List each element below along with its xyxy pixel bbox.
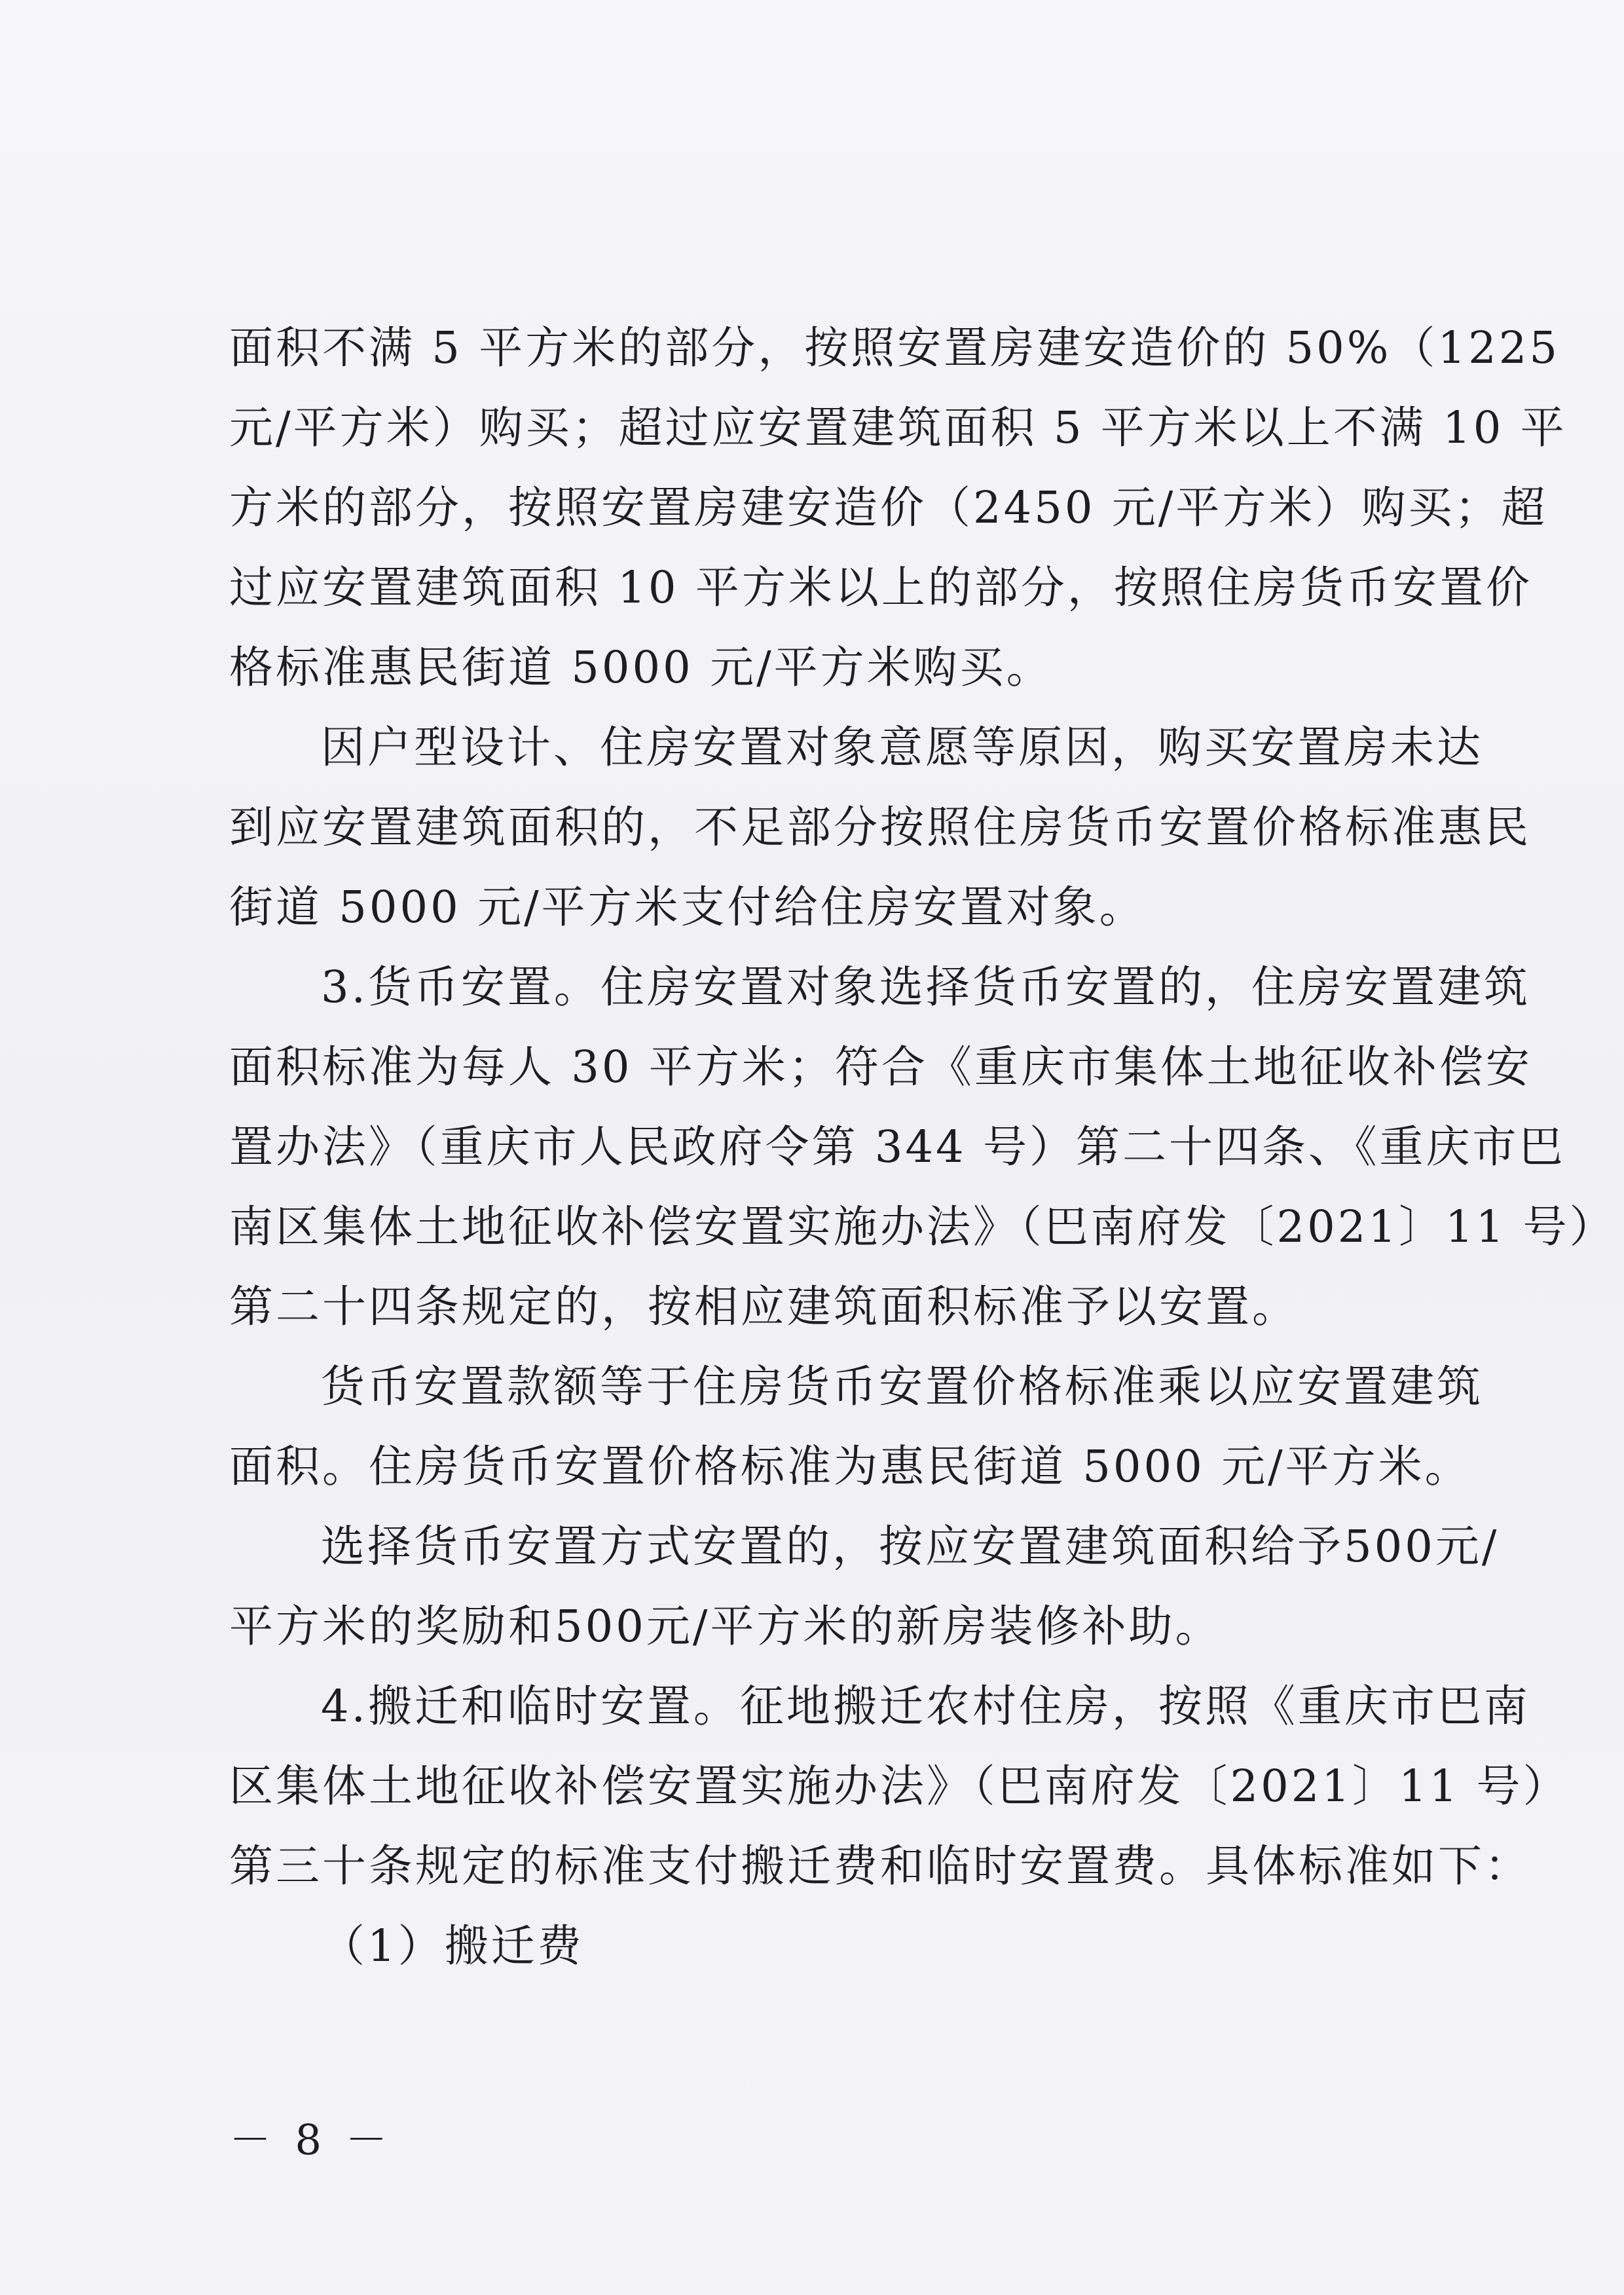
text-line: 第二十四条规定的，按相应建筑面积标准予以安置。 (229, 1281, 1299, 1332)
document-body (229, 308, 1616, 1986)
text-line: 面积。住房货币安置价格标准为惠民街道 5000 元/平方米。 (229, 1441, 1471, 1492)
text-line: 格标准惠民街道 5000 元/平方米购买。 (229, 642, 1053, 693)
paragraph-shortfall-payment (229, 707, 1531, 947)
text-line: 货币安置款额等于住房货币安置价格标准乘以应安置建筑 (321, 1361, 1483, 1412)
paragraph-reward-subsidy (229, 1506, 1500, 1666)
text-line: 因户型设计、住房安置对象意愿等原因，购买安置房未达 (321, 722, 1483, 773)
text-line: 面积不满 5 平方米的部分，按照安置房建安造价的 50%（1225 (229, 322, 1560, 373)
paragraph-relocation-fee-heading (229, 1906, 1434, 1986)
text-line: 3.货币安置。住房安置对象选择货币安置的，住房安置建筑 (321, 961, 1530, 1013)
text-line: 4.搬迁和临时安置。征地搬迁农村住房，按照《重庆市巴南 (321, 1681, 1530, 1732)
text-line: 街道 5000 元/平方米支付给住房安置对象。 (229, 882, 1146, 933)
text-line: 第三十条规定的标准支付搬迁费和临时安置费。具体标准如下： (229, 1840, 1531, 1892)
text-line: 方米的部分，按照安置房建安造价（2450 元/平方米）购买；超 (229, 482, 1548, 533)
text-line: 平方米的奖励和500元/平方米的新房装修补助。 (229, 1601, 1222, 1652)
text-line: 面积标准为每人 30 平方米；符合《重庆市集体土地征收补偿安 (229, 1041, 1532, 1092)
text-line: （1）搬迁费 (321, 1920, 584, 1971)
text-line: 过应安置建筑面积 10 平方米以上的部分，按照住房货币安置价 (229, 562, 1532, 613)
text-line: 到应安置建筑面积的，不足部分按照住房货币安置价格标准惠民 (229, 802, 1531, 853)
paragraph-purchase-price (229, 308, 1567, 707)
text-line: 南区集体土地征收补偿安置实施办法》（巴南府发〔2021〕11 号） (229, 1201, 1616, 1252)
text-line: 置办法》（重庆市人民政府令第 344 号）第二十四条、《重庆市巴 (229, 1121, 1566, 1172)
page-number: － 8 － (229, 2116, 393, 2165)
text-line: 选择货币安置方式安置的，按应安置建筑面积给予500元/ (321, 1521, 1500, 1572)
paragraph-monetary-amount (229, 1347, 1483, 1506)
text-line: 元/平方米）购买；超过应安置建筑面积 5 平方米以上不满 10 平 (229, 402, 1567, 453)
paragraph-monetary-resettlement (229, 947, 1616, 1347)
paragraph-relocation (229, 1666, 1570, 1906)
text-line: 区集体土地征收补偿安置实施办法》（巴南府发〔2021〕11 号） (229, 1761, 1570, 1812)
